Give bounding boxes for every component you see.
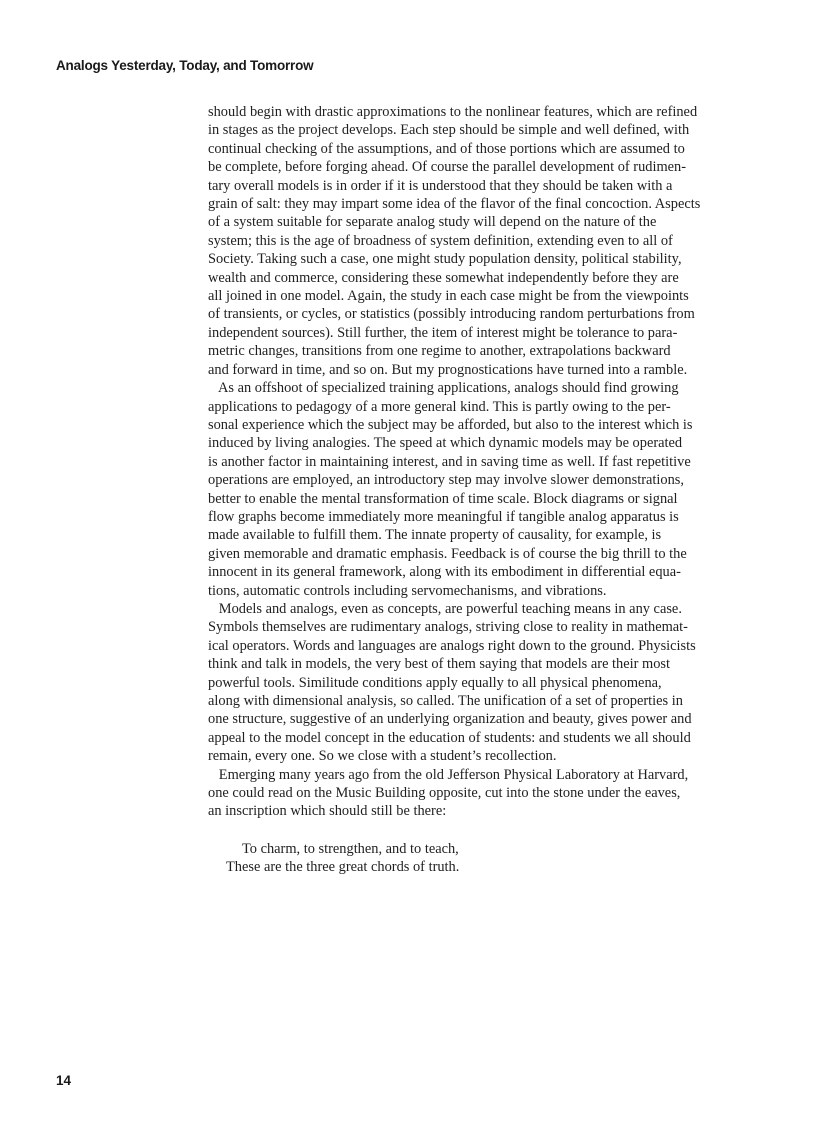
text-line: along with dimensional analysis, so called. The unification of a set of properties in [208, 693, 683, 709]
text-line: think and talk in models, the very best of them saying that models are their most [208, 656, 671, 673]
text-line: flow graphs become immediately more meaningful if tangible analog apparatus is [208, 508, 679, 525]
paragraph-4 [208, 766, 748, 821]
text-line: made available to fulfill them. The innate property of causality, for example, is [208, 527, 662, 544]
text-line: Society. Taking such a case, one might study population density, political stability, [208, 251, 682, 268]
text-line: be complete, before forging ahead. Of course the parallel development of rudimen- [208, 159, 687, 176]
verse-line-2: These are the three great chords of truth. [226, 859, 460, 876]
body-text [208, 103, 748, 821]
text-line: applications to pedagogy of a more general kind. This is partly owing to the per- [208, 398, 671, 415]
text-line: As an offshoot of specialized training applications, analogs should find growing [208, 380, 679, 397]
text-line: innocent in its general framework, along with its embodiment in differential equa- [208, 564, 681, 581]
verse-inscription [226, 840, 459, 877]
text-line: powerful tools. Similitude conditions apply equally to all physical phenomena, [208, 674, 662, 691]
text-line: Emerging many years ago from the old Jefferson Physical Laboratory at Harvard, [208, 766, 689, 783]
text-line: tions, automatic controls including servomechanisms, and vibrations. [208, 582, 607, 599]
text-line: better to enable the mental transformation of time scale. Block diagrams or signal [208, 490, 678, 507]
text-line: induced by living analogies. The speed at which dynamic models may be operated [208, 435, 683, 452]
text-line: and forward in time, and so on. But my prognostications have turned into a ramble. [208, 361, 688, 378]
text-line: all joined in one model. Again, the study in each case might be from the viewpoints [208, 288, 689, 305]
text-line: independent sources). Still further, the item of interest might be tolerance to para- [208, 324, 678, 341]
paragraph-3 [208, 600, 748, 766]
text-line: Symbols themselves are rudimentary analogs, striving close to reality in mathemat- [208, 619, 688, 636]
text-line: is another factor in maintaining interest, and in saving time as well. If fast repetitive [208, 453, 691, 470]
text-line: wealth and commerce, considering these somewhat independently before they are [208, 269, 679, 286]
text-line: remain, every one. So we close with a student’s recollection. [208, 748, 557, 765]
text-line: an inscription which should still be there: [208, 803, 447, 820]
text-line: metric changes, transitions from one regime to another, extrapolations backward [208, 343, 671, 360]
text-line: sonal experience which the subject may be afforded, but also to the interest which is [208, 416, 693, 433]
paragraph-2 [208, 379, 748, 600]
text-line: tary overall models is in order if it is understood that they should be taken with a [208, 177, 673, 194]
text-line: Models and analogs, even as concepts, are powerful teaching means in any case. [208, 600, 682, 617]
text-line: ical operators. Words and languages are analogs right down to the ground. Physicists [208, 637, 696, 654]
text-line: of transients, or cycles, or statistics (possibly introducing random perturbations from [208, 306, 695, 323]
text-line: in stages as the project develops. Each step should be simple and well defined, with [208, 122, 690, 139]
text-line: grain of salt: they may impart some idea of the flavor of the final concoction. Aspects [208, 196, 701, 213]
text-line: one structure, suggestive of an underlying organization and beauty, gives power and [208, 711, 692, 728]
text-line: system; this is the age of broadness of system definition, extending even to all of [208, 232, 673, 249]
text-line: should begin with drastic approximations to the nonlinear features, which are refined [208, 104, 698, 120]
text-line: operations are employed, an introductory step may involve slower demonstrations, [208, 472, 684, 489]
text-line: of a system suitable for separate analog study will depend on the nature of the [208, 214, 657, 231]
text-line: one could read on the Music Building opposite, cut into the stone under the eaves, [208, 785, 681, 802]
verse-line-1: To charm, to strengthen, and to teach, [242, 841, 459, 857]
page-number: 14 [56, 1073, 72, 1088]
paragraph-1 [208, 103, 748, 379]
running-head-title: Analogs Yesterday, Today, and Tomorrow [56, 58, 314, 73]
text-line: appeal to the model concept in the education of students: and students we all should [208, 729, 691, 746]
text-line: given memorable and dramatic emphasis. Feedback is of course the big thrill to the [208, 545, 687, 562]
text-line: continual checking of the assumptions, and of those portions which are assumed to [208, 140, 685, 157]
